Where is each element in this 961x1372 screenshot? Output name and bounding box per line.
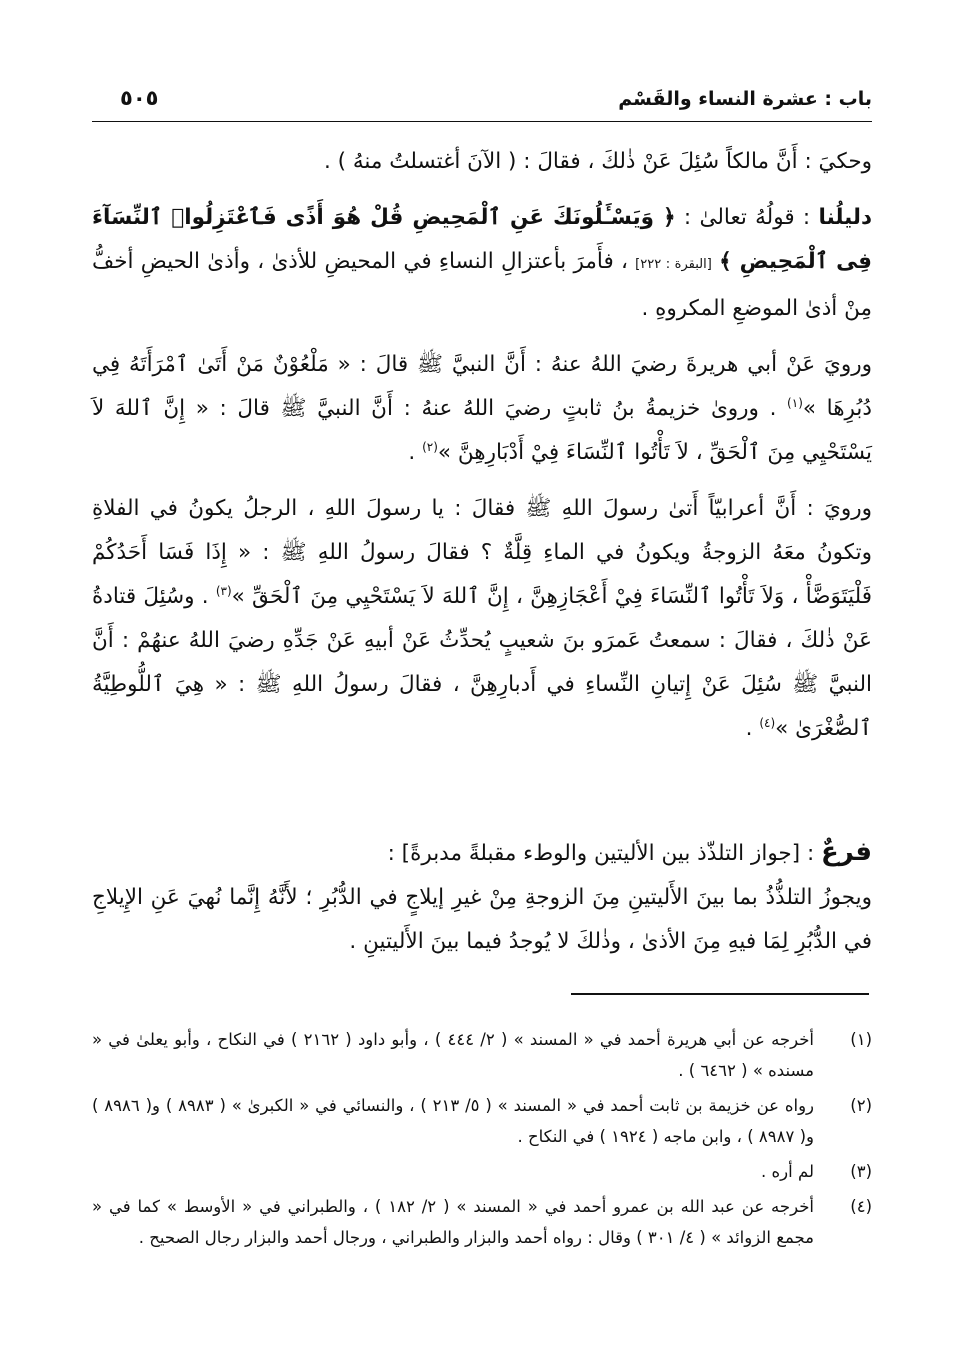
- evidence-rest: ، فأَمرَ بأعتزالِ النساءِ في المحيضِ للأذىٰ ، وأذىٰ الحيضِ أخفُّ مِنْ أذىٰ الموضعِ المكروهِ .: [92, 249, 872, 321]
- subsection-far: [92, 830, 872, 964]
- page-number: ٥٠٥: [120, 86, 159, 110]
- footnote-text: أخرجه عن عبد الله بن عمرو أحمد في « المسند » ( ٢/ ١٨٢ ) ، والطبراني في « الأوسط » كما في « مجمع الزوائد » ( ٤/ ٣٠١ ) وقال : رواه أحمد والبزار والطبراني ، ورجال أحمد والبزار رجال الصحيح .: [92, 1197, 814, 1247]
- main-text: [92, 140, 872, 751]
- footnotes: [92, 1024, 872, 1257]
- footnote-number: (٢): [850, 1096, 872, 1115]
- running-header: [92, 82, 872, 118]
- header-divider: [92, 121, 872, 122]
- footnote-4: [92, 1191, 872, 1253]
- paragraph-hadith-2: [92, 487, 872, 751]
- footnote-text: رواه عن خزيمة بن ثابت أحمد في « المسند » ( ٥/ ٢١٣ ) ، والنسائي في « الكبرىٰ » ( ٨٩٨٣ ) و( ٨٩٨٦ ) و( ٨٩٨٧ ) ، وابن ماجه ( ١٩٢٤ ) في النكاح .: [92, 1096, 815, 1146]
- hadith-text-f: .: [745, 716, 760, 741]
- subsection-body: ويجوزُ التلذُّذُ بما بينَ الأَليتينِ مِنَ الزوجةِ مِنْ غيرِ إيلاجٍ في الدُّبُرِ ؛ لأَنَّهُ إِنَّما نُهيَ عَنِ الإِيلاجِ في الدُّبُرِ لِمَا فيهِ مِنَ الأذىٰ ، وذٰلكَ لا يُوجدُ فيما بينَ الأَليتينِ .: [92, 885, 872, 954]
- subsection-title: : [جواز التلذّذ بين الأليتين والوطء مقبلةً مدبرةً] :: [387, 841, 822, 866]
- verse-reference: [البقرة : ٢٢٢]: [635, 257, 712, 272]
- chapter-title: باب : عشرة النساء والقَسْم: [618, 88, 872, 110]
- paragraph-malik: وحكيَ : أَنَّ مالكاً سُئِلَ عَنْ ذٰلكَ ، فقالَ : ( الآنَ أغتسلتُ منهُ ) .: [323, 149, 872, 174]
- footnote-ref-4[interactable]: (٤): [759, 715, 776, 730]
- footnote-3: [92, 1156, 872, 1187]
- footnote-divider: [571, 993, 869, 995]
- hadith-text-e: . وسُئِلَ قتادةُ عَنْ ذٰلكَ ، فقالَ : سمعتُ عَمرَو بنَ شعيبٍ يُحدِّثُ عَنْ أبيهِ عَنْ جَدِّهِ رضيَ اللهُ عنهُمْ : أَنَّ النبيَّ ﷺ سُئِلَ عَنْ إِتيانِ النِّساءِ في أَدبارِهِنَّ ، فقالَ رسولُ اللهِ ﷺ : « هِيَ ٱللُّوطِيَّةُ ٱلصُّغْرَىٰ »: [92, 584, 872, 741]
- footnote-ref-1[interactable]: (١): [787, 395, 803, 410]
- evidence-label: دليلُنا: [818, 205, 873, 230]
- footnote-number: (١): [850, 1030, 872, 1049]
- quran-verse: ﴿ وَيَسْـَٔلُونَكَ عَنِ ٱلْمَحِيضِ قُلْ هُوَ أَذًى فَٱعْتَزِلُوا۟ ٱلنِّسَآءَ فِى ٱلْمَحِيضِ ﴾: [92, 205, 872, 274]
- footnote-2: [92, 1090, 872, 1152]
- subsection-label: فرعٌ: [821, 837, 872, 867]
- footnote-ref-2[interactable]: (٢): [422, 439, 438, 454]
- paragraph-hadith-1: [92, 343, 872, 475]
- paragraph-evidence: [92, 196, 872, 331]
- footnote-number: (٣): [850, 1162, 872, 1181]
- hadith-text-b: . وروىٰ خزيمةُ بنُ ثابتٍ رضيَ اللهُ عنهُ : أَنَّ النبيَّ ﷺ قالَ : « إِنَّ ٱللهَ لاَ يَسْتَحْيِي مِنَ ٱلْحَقِّ ، لاَ تَأْتُوا ٱلنِّسَاءَ فِيْ أَدْبَارِهِنَّ »: [92, 396, 872, 465]
- footnote-ref-3[interactable]: (٣): [215, 583, 232, 598]
- footnote-number: (٤): [850, 1197, 872, 1216]
- hadith-text-c: .: [408, 440, 423, 465]
- footnote-text: لم أره .: [761, 1162, 814, 1181]
- footnote-1: [92, 1024, 872, 1086]
- footnote-text: أخرجه عن أبي هريرة أحمد في « المسند » ( ٢/ ٤٤٤ ) ، وأبو داود ( ٢١٦٢ ) في النكاح ، وأبو يعلىٰ في « مسنده » ( ٦٤٦٢ ) .: [92, 1030, 815, 1080]
- hadith-text-a: ورويَ عَنْ أبي هريرةَ رضيَ اللهُ عنهُ : أَنَّ النبيَّ ﷺ قالَ : « مَلْعُوْنٌ مَنْ أَتَىٰ ٱمْرَأَتَهُ فِي دُبُرِهَا »: [92, 352, 872, 421]
- hadith-text-d: ورويَ : أَنَّ أعرابيّاً أَتىٰ رسولَ اللهِ ﷺ فقالَ : يا رسولَ اللهِ ، الرجلُ يكونُ في الفلاةِ وتكونُ معَهُ الزوجةُ ويكونُ في الماءِ قِلَّةٌ ؟ فقالَ رسولُ اللهِ ﷺ : « إِذَا فَسَا أَحَدُكُمْ فَلْيَتَوَضَّأْ ، وَلاَ تَأْتُوا ٱلنِّسَاءَ فِيْ أَعْجَازِهِنَّ ، إِنَّ ٱللهَ لاَ يَسْتَحْيِي مِنَ ٱلْحَقِّ »: [92, 496, 872, 609]
- evidence-intro: : قولُهُ تعالىٰ :: [675, 205, 819, 230]
- subsection-heading: [92, 830, 872, 876]
